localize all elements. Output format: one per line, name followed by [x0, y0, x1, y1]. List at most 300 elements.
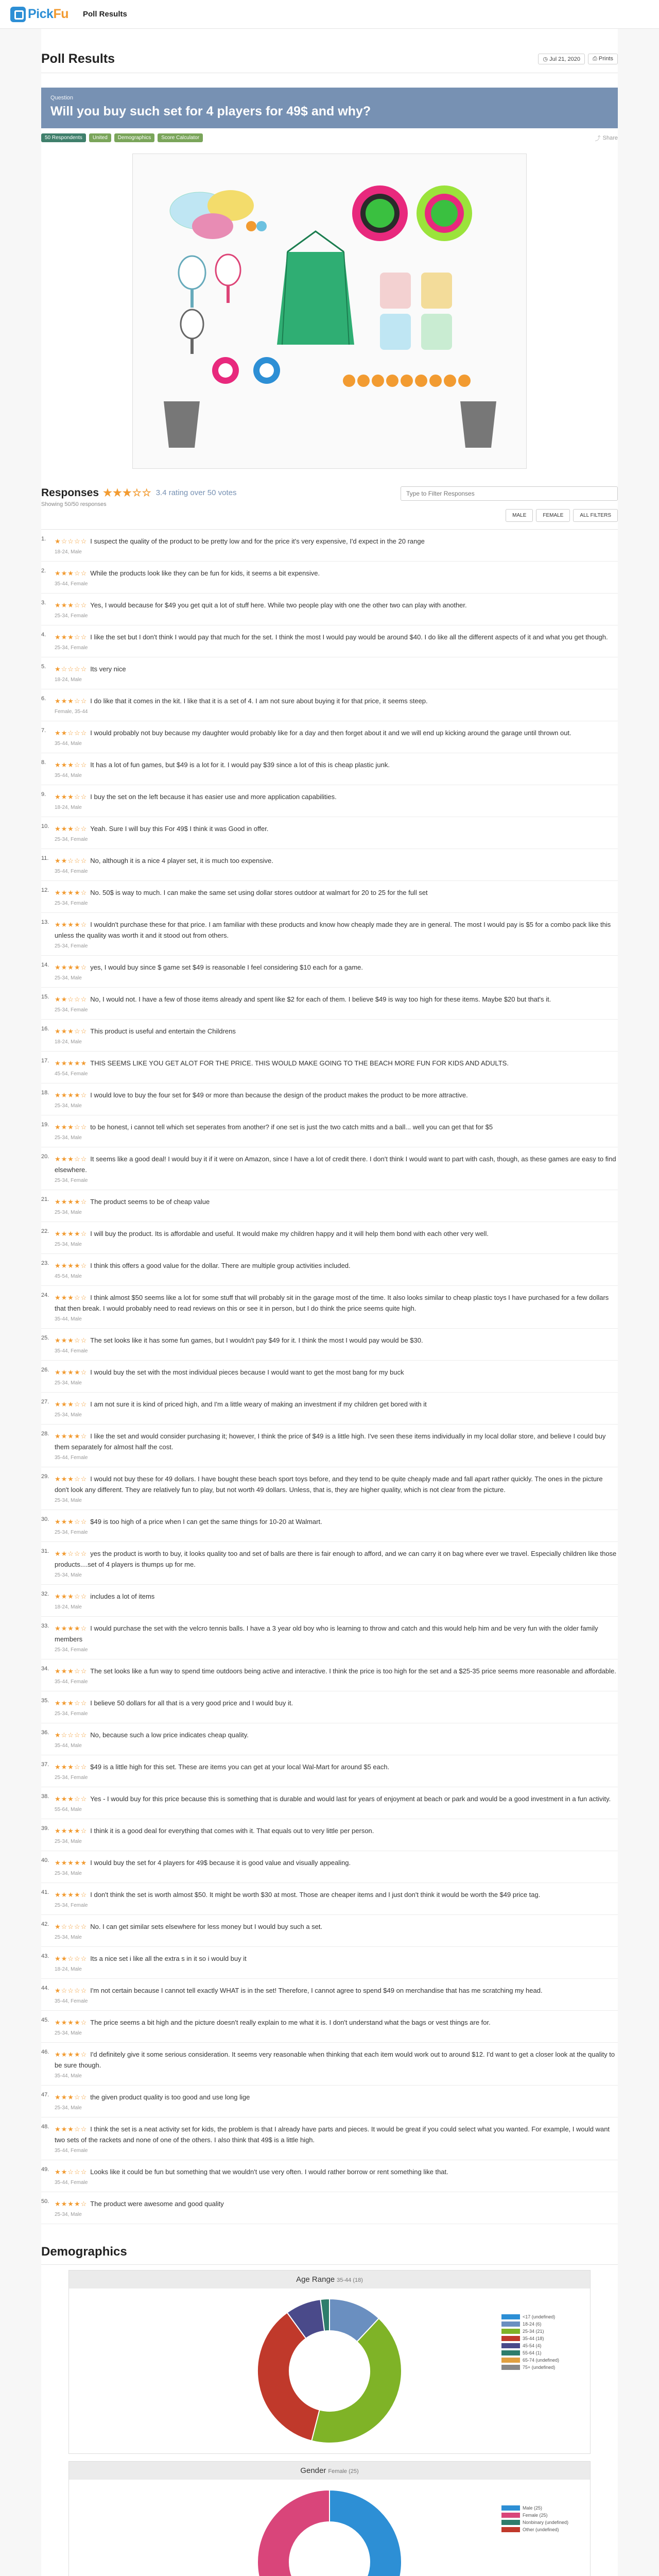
response-text: I'd definitely give it some serious consideration. It seems very reasonable when thinking that each item would work out to around $12. I'd want to get a closer look at the quality to be sure though.	[55, 2050, 615, 2069]
response-row	[41, 1510, 618, 1542]
response-stars: ★★★☆☆	[55, 2093, 88, 2101]
age-legend-swatch	[501, 2321, 520, 2327]
response-demographic: 25-34, Male	[55, 1103, 82, 1109]
response-row	[41, 1883, 618, 1915]
response-number: 38.	[41, 1793, 49, 1800]
response-row	[41, 881, 618, 913]
response-demographic: 55-64, Male	[55, 1807, 82, 1812]
response-stars: ★★★★☆	[55, 1198, 88, 1206]
response-number: 21.	[41, 1196, 49, 1202]
response-list	[41, 529, 618, 2224]
response-number: 30.	[41, 1516, 49, 1522]
response-stars: ★★★☆☆	[55, 1475, 88, 1483]
response-row	[41, 1052, 618, 1083]
poll-tag[interactable]: 50 Respondents	[41, 133, 86, 142]
response-number: 20.	[41, 1154, 49, 1160]
response-number: 40.	[41, 1857, 49, 1863]
age-legend-item	[501, 2343, 559, 2348]
response-filter-input[interactable]	[401, 486, 618, 501]
response-number: 35.	[41, 1698, 49, 1704]
response-text: No. I can get similar sets elsewhere for less money but I would buy such a set.	[90, 1923, 323, 1930]
response-number: 23.	[41, 1260, 49, 1266]
rating-summary: 3.4 rating over 50 votes	[155, 488, 237, 497]
response-number: 2.	[41, 568, 46, 574]
response-text: No, although it is a nice 4 player set, it is much too expensive.	[90, 857, 273, 865]
response-text: I believe 50 dollars for all that is a very good price and I would buy it.	[90, 1699, 293, 1707]
response-number: 33.	[41, 1623, 49, 1629]
age-legend-swatch	[501, 2343, 520, 2348]
response-demographic: 18-24, Male	[55, 1039, 82, 1045]
gender-donut-chart	[252, 2485, 407, 2576]
response-stars: ★★★☆☆	[55, 1795, 88, 1803]
age-legend-item	[501, 2365, 559, 2370]
response-demographic: 25-34, Male	[55, 1412, 82, 1418]
response-number: 25.	[41, 1335, 49, 1341]
response-text: THIS SEEMS LIKE YOU GET ALOT FOR THE PRICE. THIS WOULD MAKE GOING TO THE BEACH MORE FUN FOR KIDS AND ADULTS.	[90, 1059, 509, 1067]
response-demographic: 25-34, Male	[55, 1210, 82, 1215]
response-number: 14.	[41, 962, 49, 968]
response-number: 4.	[41, 632, 46, 638]
question-box	[41, 88, 618, 128]
response-row	[41, 913, 618, 956]
response-text: This product is useful and entertain the Childrens	[90, 1027, 236, 1035]
response-text: I would buy the set with the most individual pieces because I would want to get the most bang for my buck	[90, 1368, 404, 1376]
response-row	[41, 1222, 618, 1254]
response-text: Its a nice set i like all the extra s in it so i would buy it	[90, 1955, 247, 1962]
response-stars: ★★★☆☆	[55, 1400, 88, 1408]
response-row	[41, 2086, 618, 2117]
gender-legend-item	[501, 2513, 568, 2518]
response-number: 34.	[41, 1666, 49, 1672]
response-stars: ★★★☆☆	[55, 1667, 88, 1675]
response-demographic: 35-44, Female	[55, 1455, 88, 1461]
response-text: Yes - I would buy for this price because this is something that is durable and would last for years of enjoyment at beach or park and would be a good investment in a fun activity.	[90, 1795, 611, 1803]
age-legend-label: 18-24 (6)	[523, 2321, 542, 2327]
response-demographic: 25-34, Female	[55, 613, 88, 619]
top-nav	[0, 0, 659, 29]
response-text: I think almost $50 seems like a lot for some stuff that will probably sit in the garage most of the time. It also looks similar to cheap plastic toys I have purchased for a few dollars that then break. I would probably need to read reviews on this or see it in person, but I do think the price seems quite high.	[55, 1294, 609, 1312]
response-demographic: 35-44, Male	[55, 741, 82, 747]
gender-legend-swatch	[501, 2520, 520, 2525]
response-row	[41, 1819, 618, 1851]
share-button[interactable]: ⤴ Share	[595, 134, 618, 142]
all-filters-button[interactable]: ALL FILTERS	[573, 509, 618, 522]
response-text: $49 is a little high for this set. These are items you can get at your local Wal-Mart for around $5 each.	[90, 1763, 390, 1771]
response-demographic: 18-24, Male	[55, 1604, 82, 1610]
response-stars: ★★★☆☆	[55, 1518, 88, 1526]
male-filter-button[interactable]: MALE	[506, 509, 533, 522]
response-number: 45.	[41, 2017, 49, 2023]
response-demographic: 25-34, Female	[55, 1178, 88, 1183]
gender-legend	[501, 2505, 568, 2534]
response-demographic: 35-44, Female	[55, 2180, 88, 2185]
response-stars: ★☆☆☆☆	[55, 1731, 88, 1739]
response-stars: ★★★☆☆	[55, 1763, 88, 1771]
response-row	[41, 1787, 618, 1819]
response-demographic: 35-44, Female	[55, 2148, 88, 2154]
logo-icon	[10, 7, 26, 22]
age-legend-item	[501, 2321, 559, 2327]
response-stars: ★★★★☆	[55, 1432, 88, 1440]
response-number: 19.	[41, 1122, 49, 1128]
response-demographic: 25-34, Female	[55, 645, 88, 651]
response-demographic: 25-34, Female	[55, 1711, 88, 1717]
response-row	[41, 657, 618, 689]
age-legend-label: 35-44 (18)	[523, 2336, 544, 2341]
response-demographic: 25-34, Female	[55, 1007, 88, 1013]
response-row	[41, 1585, 618, 1617]
age-legend-label: 55-64 (1)	[523, 2350, 542, 2355]
response-stars: ★★☆☆☆	[55, 1955, 88, 1962]
age-donut-chart	[252, 2294, 407, 2448]
age-legend-item	[501, 2329, 559, 2334]
response-row	[41, 1083, 618, 1115]
response-number: 41.	[41, 1889, 49, 1895]
response-text: I would purchase the set with the velcro tennis balls. I have a 3 year old boy who is learning to throw and catch and this would help him and be very fun with the older family members	[55, 1624, 598, 1643]
response-demographic: 35-44, Male	[55, 1743, 82, 1749]
response-demographic: 18-24, Male	[55, 805, 82, 810]
age-legend-swatch	[501, 2336, 520, 2341]
response-row	[41, 2160, 618, 2192]
response-demographic: 25-34, Female	[55, 1647, 88, 1653]
print-button[interactable]: ⎙ Prints	[588, 54, 618, 64]
response-number: 11.	[41, 855, 49, 861]
response-demographic: 25-34, Female	[55, 1903, 88, 1908]
response-demographic: 45-54, Male	[55, 1274, 82, 1279]
response-stars: ★★★☆☆	[55, 601, 88, 609]
response-demographic: 25-34, Male	[55, 1242, 82, 1247]
response-stars: ★★★☆☆	[55, 697, 88, 705]
age-legend-swatch	[501, 2358, 520, 2363]
response-row	[41, 1361, 618, 1393]
response-stars: ★★★★☆	[55, 963, 88, 971]
response-stars: ★☆☆☆☆	[55, 1987, 88, 1994]
response-text: Looks like it could be fun but something that we wouldn't use very often. I would rather borrow or rent something like that.	[90, 2168, 448, 2176]
response-row	[41, 1115, 618, 1147]
age-legend-label: 25-34 (21)	[523, 2329, 544, 2334]
gender-legend-item	[501, 2520, 568, 2525]
response-text: I think this offers a good value for the dollar. There are multiple group activities included.	[90, 1262, 351, 1269]
response-demographic: 25-34, Female	[55, 837, 88, 842]
response-demographic: 25-34, Male	[55, 2030, 82, 2036]
response-row	[41, 530, 618, 562]
response-number: 3.	[41, 600, 46, 606]
age-legend-swatch	[501, 2314, 520, 2319]
response-number: 50.	[41, 2198, 49, 2205]
response-row	[41, 1542, 618, 1585]
response-text: The set looks like a fun way to spend time outdoors being active and interactive. I think the price is too high for the set and a $25-35 price seems more reasonable and affordable.	[90, 1667, 616, 1675]
response-row	[41, 1190, 618, 1222]
response-row	[41, 1851, 618, 1883]
response-demographic: 18-24, Male	[55, 549, 82, 555]
response-row	[41, 1020, 618, 1052]
response-demographic: 35-44, Male	[55, 1316, 82, 1322]
response-stars: ★★★☆☆	[55, 825, 88, 833]
response-number: 18.	[41, 1090, 49, 1096]
response-number: 10.	[41, 823, 49, 829]
response-row	[41, 817, 618, 849]
response-row	[41, 1979, 618, 2011]
response-number: 16.	[41, 1026, 49, 1032]
response-demographic: 25-34, Female	[55, 1530, 88, 1535]
female-filter-button[interactable]: FEMALE	[536, 509, 570, 522]
response-text: The price seems a bit high and the picture doesn't really explain to me what it is. I don't understand what the bags or vest things are for.	[90, 2019, 491, 2026]
response-row	[41, 2117, 618, 2160]
response-stars: ★★☆☆☆	[55, 2168, 88, 2176]
poll-tag[interactable]: United	[89, 133, 111, 142]
response-stars: ★★☆☆☆	[55, 857, 88, 865]
response-stars: ★★★★☆	[55, 1368, 88, 1376]
response-row	[41, 1947, 618, 1979]
response-text: The product were awesome and good quality	[90, 2200, 224, 2208]
response-row	[41, 956, 618, 988]
response-row	[41, 721, 618, 753]
response-number: 17.	[41, 1058, 49, 1064]
response-text: No. 50$ is way to much. I can make the same set using dollar stores outdoor at walmart for 20 to 25 for the full set	[90, 889, 428, 896]
age-legend	[501, 2314, 559, 2372]
response-demographic: Female, 35-44	[55, 709, 88, 715]
response-number: 15.	[41, 994, 49, 1000]
gender-legend-label: Other (undefined)	[523, 2527, 559, 2532]
response-text: I would love to buy the four set for $49 or more than because the design of the product makes the product to be more attractive.	[90, 1091, 468, 1099]
response-row	[41, 1286, 618, 1329]
response-row	[41, 2043, 618, 2086]
response-row	[41, 1467, 618, 1510]
response-number: 5.	[41, 664, 46, 670]
poll-tags	[41, 133, 203, 142]
response-row	[41, 1147, 618, 1190]
age-legend-swatch	[501, 2365, 520, 2370]
pickfu-logo[interactable]: PickFu	[10, 7, 68, 22]
gender-slice[interactable]	[330, 2490, 402, 2576]
gender-legend-swatch	[501, 2505, 520, 2511]
response-number: 22.	[41, 1228, 49, 1234]
gender-legend-label: Female (25)	[523, 2513, 548, 2518]
response-number: 12.	[41, 887, 49, 893]
response-stars: ★★★☆☆	[55, 1336, 88, 1344]
response-row	[41, 753, 618, 785]
response-stars: ★★★☆☆	[55, 793, 88, 801]
response-text: I wouldn't purchase these for that price. I am familiar with these products and know how cheaply made they are in general. The most I would pay is $5 for a combo pack like this unless the quality was worth it and it stood out from others.	[55, 921, 611, 939]
average-rating-stars: ★★★☆☆	[103, 487, 152, 499]
response-demographic: 25-34, Male	[55, 1380, 82, 1386]
response-row	[41, 1915, 618, 1947]
response-text: Yes, I would because for $49 you get quit a lot of stuff here. While two people play with one the other two can play with another.	[90, 601, 467, 609]
response-demographic: 25-34, Male	[55, 2105, 82, 2111]
response-stars: ★★★★☆	[55, 2200, 88, 2208]
response-number: 43.	[41, 1953, 49, 1959]
response-text: I do like that it comes in the kit. I like that it is a set of 4. I am not sure about buying it for that price, it seems steep.	[90, 697, 428, 705]
response-demographic: 25-34, Female	[55, 943, 88, 949]
response-stars: ★★★☆☆	[55, 761, 88, 769]
response-stars: ★☆☆☆☆	[55, 1923, 88, 1930]
response-stars: ★★★★★	[55, 1059, 88, 1067]
response-text: I am not sure it is kind of priced high, and I'm a little weary of making an investment if my children get bored with it	[90, 1400, 427, 1408]
response-text: I don't think the set is worth almost $50. It might be worth $30 at most. Those are cheaper items and I just don't think it would be worth the $49 price tag.	[90, 1891, 541, 1899]
response-demographic: 45-54, Female	[55, 1071, 88, 1077]
gender-legend-swatch	[501, 2513, 520, 2518]
ball-row	[343, 375, 471, 387]
response-row	[41, 1393, 618, 1425]
response-stars: ★★★☆☆	[55, 1294, 88, 1301]
showing-count: Showing 50/50 responses	[41, 501, 107, 507]
response-stars: ★★★☆☆	[55, 1699, 88, 1707]
response-text: I buy the set on the left because it has easier use and more application capabilities.	[90, 793, 337, 801]
response-stars: ★☆☆☆☆	[55, 665, 88, 673]
poll-tag[interactable]: Demographics	[114, 133, 154, 142]
response-text: It has a lot of fun games, but $49 is a lot for it. I would pay $39 since a lot of this is cheap plastic junk.	[90, 761, 390, 769]
response-demographic: 35-44, Male	[55, 773, 82, 778]
gender-slice[interactable]	[257, 2490, 330, 2576]
response-number: 9.	[41, 791, 46, 798]
response-number: 31.	[41, 1548, 49, 1554]
age-legend-label: 75+ (undefined)	[523, 2365, 556, 2370]
response-stars: ★★★★☆	[55, 1091, 88, 1099]
response-demographic: 25-34, Male	[55, 1498, 82, 1503]
response-row	[41, 625, 618, 657]
response-stars: ★★★★☆	[55, 889, 88, 896]
response-text: I think it is a good deal for everything that comes with it. That equals out to very little per person.	[90, 1827, 374, 1835]
response-demographic: 25-34, Female	[55, 901, 88, 906]
response-text: the given product quality is too good and use long lige	[90, 2093, 250, 2101]
response-number: 6.	[41, 696, 46, 702]
response-row	[41, 2192, 618, 2224]
response-stars: ★★★★☆	[55, 1891, 88, 1899]
response-row	[41, 1723, 618, 1755]
response-row	[41, 562, 618, 594]
response-text: I think the set is a neat activity set for kids, the problem is that I already have parts and pieces. It would be great if you could select what you wanted. For example, I would want two sets of the rackets and none of one of the others. I also think that 49$ is a little high.	[55, 2125, 610, 2144]
gender-legend-item	[501, 2527, 568, 2532]
gender-legend-item	[501, 2505, 568, 2511]
response-stars: ★★★☆☆	[55, 2125, 88, 2133]
date-badge: ◷ Jul 21, 2020	[538, 54, 585, 64]
response-row	[41, 1329, 618, 1361]
response-text: I will buy the product. Its is affordable and useful. It would make my children happy and it will help them bond with each other very well.	[90, 1230, 489, 1238]
response-number: 28.	[41, 1431, 49, 1437]
response-number: 49.	[41, 2166, 49, 2173]
response-row	[41, 1425, 618, 1467]
response-row	[41, 785, 618, 817]
response-demographic: 35-44, Female	[55, 1679, 88, 1685]
question-label: Question	[50, 95, 74, 101]
response-demographic: 25-34, Male	[55, 1839, 82, 1844]
response-stars: ★★★☆☆	[55, 569, 88, 577]
response-stars: ★★★★☆	[55, 1827, 88, 1835]
response-row	[41, 988, 618, 1020]
response-number: 48.	[41, 2124, 49, 2130]
age-legend-label: <17 (undefined)	[523, 2314, 556, 2319]
response-text: While the products look like they can be fun for kids, it seems a bit expensive.	[90, 569, 320, 577]
gender-legend-label: Male (25)	[523, 2505, 543, 2511]
response-number: 1.	[41, 536, 46, 542]
share-icon: ⤴	[595, 135, 601, 142]
response-demographic: 35-44, Female	[55, 1998, 88, 2004]
response-text: I suspect the quality of the product to be pretty low and for the price it's very expensive, I'd expect in the 20 range	[90, 537, 425, 545]
response-demographic: 35-44, Female	[55, 581, 88, 587]
response-demographic: 25-34, Male	[55, 975, 82, 981]
response-demographic: 25-34, Male	[55, 1935, 82, 1940]
response-demographic: 25-34, Female	[55, 1775, 88, 1781]
age-legend-swatch	[501, 2329, 520, 2334]
response-text: No, because such a low price indicates cheap quality.	[90, 1731, 249, 1739]
response-row	[41, 1659, 618, 1691]
gender-header: Gender Female (25)	[69, 2462, 590, 2480]
response-number: 37.	[41, 1761, 49, 1768]
responses-title: Responses ★★★☆☆ 3.4 rating over 50 votes	[41, 486, 237, 499]
response-stars: ★★☆☆☆	[55, 1550, 88, 1557]
response-number: 47.	[41, 2092, 49, 2098]
response-demographic: 25-34, Male	[55, 1135, 82, 1141]
response-row	[41, 2011, 618, 2043]
response-number: 26.	[41, 1367, 49, 1373]
response-stars: ★★★★☆	[55, 2050, 88, 2058]
response-stars: ★★★★☆	[55, 1230, 88, 1238]
response-demographic: 35-44, Female	[55, 869, 88, 874]
question-text: Will you buy such set for 4 players for 49$ and why?	[50, 104, 371, 118]
response-text: It seems like a good deal! I would buy it if it were on Amazon, since I have a lot of credit there. I don't think I would want to part with cash, though, as these games are easy to find elsewhere.	[55, 1155, 616, 1174]
main-content	[41, 29, 618, 2576]
response-number: 13.	[41, 919, 49, 925]
response-text: I'm not certain because I cannot tell exactly WHAT is in the set! Therefore, I cannot agree to spend $49 on merchandise that has me scratching my head.	[90, 1987, 543, 1994]
response-stars: ★★☆☆☆	[55, 729, 88, 737]
age-legend-item	[501, 2358, 559, 2363]
response-demographic: 18-24, Male	[55, 677, 82, 683]
response-text: I would probably not buy because my daughter would probably like for a day and then forget about it and we will end up kicking around the garage until thrown out.	[90, 729, 571, 737]
response-stars: ★★★★☆	[55, 1262, 88, 1269]
age-range-card	[68, 2270, 591, 2454]
response-number: 7.	[41, 727, 46, 734]
response-number: 27.	[41, 1399, 49, 1405]
response-demographic: 35-44, Female	[55, 1348, 88, 1354]
age-legend-label: 65-74 (undefined)	[523, 2358, 560, 2363]
response-text: No, I would not. I have a few of those items already and spent like $2 for each of them. I believe $49 is way too high for these items. Maybe $20 but that's it.	[90, 995, 551, 1003]
response-row	[41, 689, 618, 721]
response-row	[41, 1755, 618, 1787]
response-row	[41, 1691, 618, 1723]
gender-legend-swatch	[501, 2527, 520, 2532]
age-range-header: Age Range 35-44 (18)	[69, 2270, 590, 2289]
age-legend-item	[501, 2336, 559, 2341]
response-text: I would buy the set for 4 players for 49$ because it is good value and visually appealing.	[90, 1859, 351, 1867]
gender-legend-label: Nonbinary (undefined)	[523, 2520, 569, 2525]
response-text: to be honest, i cannot tell which set seperates from another? if one set is just the two catch mitts and a ball... well you can get that for $5	[90, 1123, 493, 1131]
response-stars: ★★★☆☆	[55, 1123, 88, 1131]
response-number: 36.	[41, 1730, 49, 1736]
response-text: Yeah. Sure I will buy this For 49$ I think it was Good in offer.	[90, 825, 269, 833]
response-number: 42.	[41, 1921, 49, 1927]
poll-tag[interactable]: Score Calculator	[158, 133, 203, 142]
response-text: The product seems to be of cheap value	[90, 1198, 210, 1206]
response-demographic: 25-34, Male	[55, 1572, 82, 1578]
response-row	[41, 1617, 618, 1659]
response-stars: ★★★☆☆	[55, 1155, 88, 1163]
response-number: 29.	[41, 1473, 49, 1480]
response-number: 44.	[41, 1985, 49, 1991]
response-stars: ★★★★☆	[55, 921, 88, 928]
response-text: I would not buy these for 49 dollars. I have bought these beach sport toys before, and they tend to be quite cheaply made and fall apart rather quickly. The ones in the picture don't look any different. They are relatively fun to play, but not worth 49 dollars. Unless, that is, they are higher quality, which is not clear from the picture.	[55, 1475, 603, 1494]
response-text: I like the set but I don't think I would pay that much for the set. I think the most I would pay would be around $40. I do like all the different aspects of it and what you get though.	[90, 633, 608, 641]
response-text: Its very nice	[90, 665, 126, 673]
response-demographic: 18-24, Male	[55, 1967, 82, 1972]
age-legend-item	[501, 2350, 559, 2355]
response-stars: ★★★☆☆	[55, 1027, 88, 1035]
gender-card	[68, 2461, 591, 2576]
response-row	[41, 594, 618, 625]
nav-title[interactable]: Poll Results	[82, 10, 127, 19]
response-text: includes a lot of items	[90, 1592, 155, 1600]
response-stars: ★★★★☆	[55, 2019, 88, 2026]
response-stars: ★★★★☆	[55, 1624, 88, 1632]
